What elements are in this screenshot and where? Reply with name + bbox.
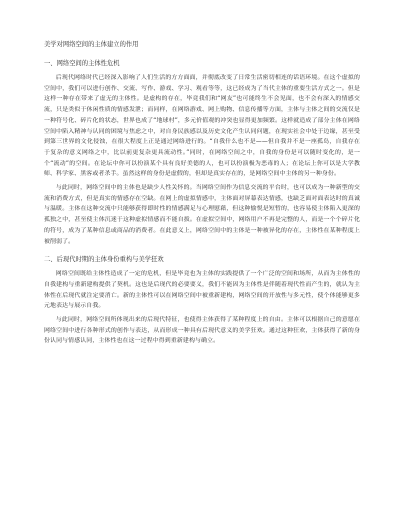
paragraph: 与此同时，网络空间所体现出来的后现代特征，也使得主体获得了某种程度上的自由。主体可以根据自己的意愿在网络空间中进行各种形式的创作与表达，从而形成一种具有后现代意义的美学狂欢。通过这种狂欢，主体获得了新的身份认同与情感认同，主体性也在这一过程中得到重新建构与确立。 — [44, 317, 360, 345]
paragraph: 网络空间既给主体性造成了一定的危机，但是毕竟也为主体的实践提供了一个广泛的空间和场所，从而为主体性的自我建构与重新建构提供了契机。这也是后现代的必要要义，我们不能因为主体性是伴随着现代性而产生的，就认为主体性在后现代就注定要消亡。新的主体性可以在网络空间中被重新建构，网络空间的开放性与多元性，使个体能够更多元地表达与展示自我。 — [44, 271, 360, 310]
paragraph: 后现代网络时代已经深入影响了人们生活的方方面面，并彻底改变了日常生活密切相连的话语环境。在这个虚拟的空间中，我们可以进行创作、交流、写作、游戏、学习、观看等等，这已经成为了当代主体的重要生活方式之一。但是这样一种存在带来了虚无的主体性。是虚构的存在，毕竟我们和“网友”也可能终生不会见面，也不会有深入的情感交流，只是类似于休闲性质的情感发泄；而同样，在网络游戏、网上购物、信息传播等方面，主体与主体之间的交流仅是一种符号化、碎片化的状态，世界也成了“地球村”，多元价值观的冲突也显得更加频繁。这样就造成了部分主体在网络空间中陷入精神与认同的困境与焦虑之中，对自身民族感以及历史文化产生认同问题，在现实社会中处于边缘，甚至受到第三世界的文化侵蚀，在很大程度上正是通过网络进行的。“自我什么也不是——但自我并不是一座孤岛，自我存在于复杂的意义网络之中，比以前更复杂更具流动性。”同时，在网络空间之中，自我的身份是可以随时变化的，是一个“流动”的空间。在论坛中你可以扮演某个具有良好美德的人，也可以扮演极为恶毒的人；在论坛上你可以是大学教师、科学家、黑客或者杀手。虽然这样的身份是虚假的，但却是真实存在的，是网络空间中主体的另一种身份。 — [44, 75, 360, 178]
document-title: 美学对网络空间的主体建立的作用 — [44, 41, 139, 48]
section-1 — [44, 59, 360, 247]
section-heading: 一、网络空间的主体性危机 — [44, 60, 120, 67]
section-heading: 二、后现代时期的主体身份重构与美学狂欢 — [44, 256, 164, 264]
paragraph: 与此同时，网络空间中的主体也是缺少人性关怀的。当网络空间作为信息交流的平台时，也可以成为一种新型的交流和消费方式，但是真实的情感存在空缺。在网上的虚拟情感中，主体面对屏幕表达情感，也缺乏面对面表达时的真诚与温暖。主体在这种交流中只能够获得即时性的情感满足与心理慰藉，但这种愉悦是短暂的，也容易使主体陷入更深的孤独之中，甚至使主体沉迷于这种虚拟情感而不能自拔。在虚拟空间中，网络用户不再是完整的人，而是一个个碎片化的符号，成为了某种信息或商品的消费者。在此意义上，网络空间中的主体是一种被异化的存在，主体性在某种程度上被削弱了。 — [44, 185, 360, 245]
section-2 — [44, 255, 360, 347]
